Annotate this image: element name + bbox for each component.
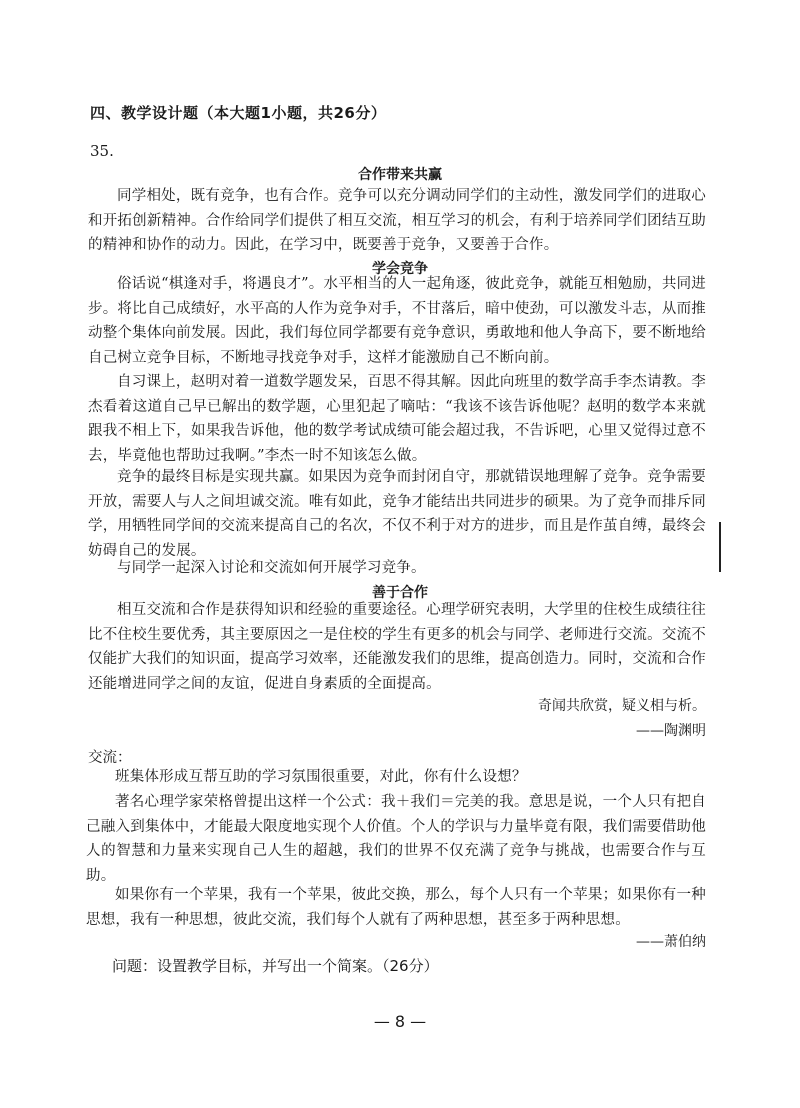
question-number: 35.	[90, 142, 114, 160]
article-heading-2: 学会竞争	[372, 261, 428, 277]
article-paragraph: 同学相处，既有竞争，也有合作。竞争可以充分调动同学们的主动性，激发同学们的进取心和开拓创新精神。合作给同学们提供了相互交流，相互学习的机会，有利于培养同学们团结互助的精神和协作的动力。因此，在学习中，既要善于竞争，又要善于合作。	[88, 188, 706, 254]
article-paragraph: 俗话说“棋逢对手，将遇良才”。水平相当的人一起角逐，彼此竞争，就能互相勉励，共同进步。将比自己成绩好，水平高的人作为竞争对手，不甘落后，暗中使劲，可以激发斗志，从而推动整个集体向前发展。因此，我们每位同学都要有竞争意识，勇敢地和他人争高下，要不断地给自己树立竞争目标，不断地寻找竞争对手，这样才能激励自己不断向前。	[88, 276, 706, 366]
section-title: 四、教学设计题（本大题1小题，共26分）	[90, 104, 387, 122]
exchange-paragraph: 班集体形成互帮互助的学习氛围很重要，对此，你有什么设想？	[115, 769, 527, 785]
article-paragraph: 相互交流和合作是获得知识和经验的重要途径。心理学研究表明，大学里的住校生成绩往往比不住校生要优秀，其主要原因之一是住校的学生有更多的机会与同学、老师进行交流。交流不仅能扩大我们的知识面，提高学习效率，还能激发我们的思维，提高创造力。同时，交流和合作还能增进同学之间的友谊，促进自身素质的全面提高。	[88, 602, 706, 692]
article-heading-1: 合作带来共赢	[358, 167, 442, 183]
article-paragraph: 与同学一起深入讨论和交流如何开展学习竞争。	[117, 560, 426, 576]
exchange-paragraph: 如果你有一个苹果，我有一个苹果，彼此交换，那么，每个人只有一个苹果；如果你有一种思想，我有一种思想，彼此交流，我们每个人就有了两种思想，甚至多于两种思想。	[86, 887, 706, 928]
quote-text: 奇闻共欣赏，疑义相与析。	[538, 698, 706, 714]
article-paragraph: 竞争的最终目标是实现共赢。如果因为竞争而封闭自守，那就错误地理解了竞争。竞争需要开放，需要人与人之间坦诚交流。唯有如此，竞争才能结出共同进步的硕果。为了竞争而排斥同学，用牺牲同学间的交流来提高自己的名次，不仅不利于对方的进步，而且是作茧自缚，最终会妨碍自己的发展。	[88, 469, 706, 559]
question-prompt: 问题：设置教学目标，并写出一个简案。（26分）	[112, 957, 439, 975]
quote-author: ——陶渊明	[636, 723, 706, 739]
exchange-label: 交流：	[88, 750, 132, 766]
exchange-paragraph: 著名心理学家荣格曾提出这样一个公式：我＋我们＝完美的我。意思是说，一个人只有把自己融入到集体中，才能最大限度地实现个人价值。个人的学识与力量毕竟有限，我们需要借助他人的智慧和力量来实现自己人生的超越，我们的世界不仅充满了竞争与挑战，也需要合作与互助。	[86, 794, 706, 884]
article-heading-3: 善于合作	[372, 585, 428, 601]
margin-mark	[719, 522, 721, 572]
article-paragraph: 自习课上，赵明对着一道数学题发呆，百思不得其解。因此向班里的数学高手李杰请教。李杰看着这道自己早已解出的数学题，心里犯起了嘀咕：“我该不该告诉他呢？赵明的数学本来就跟我不相上下，如果我告诉他，他的数学考试成绩可能会超过我，不告诉吧，心里又觉得过意不去，毕竟他也帮助过我啊。”李杰一时不知该怎么做。	[88, 374, 706, 464]
exchange-author: ——萧伯纳	[636, 934, 706, 950]
page-number: — 8 —	[373, 1012, 427, 1031]
